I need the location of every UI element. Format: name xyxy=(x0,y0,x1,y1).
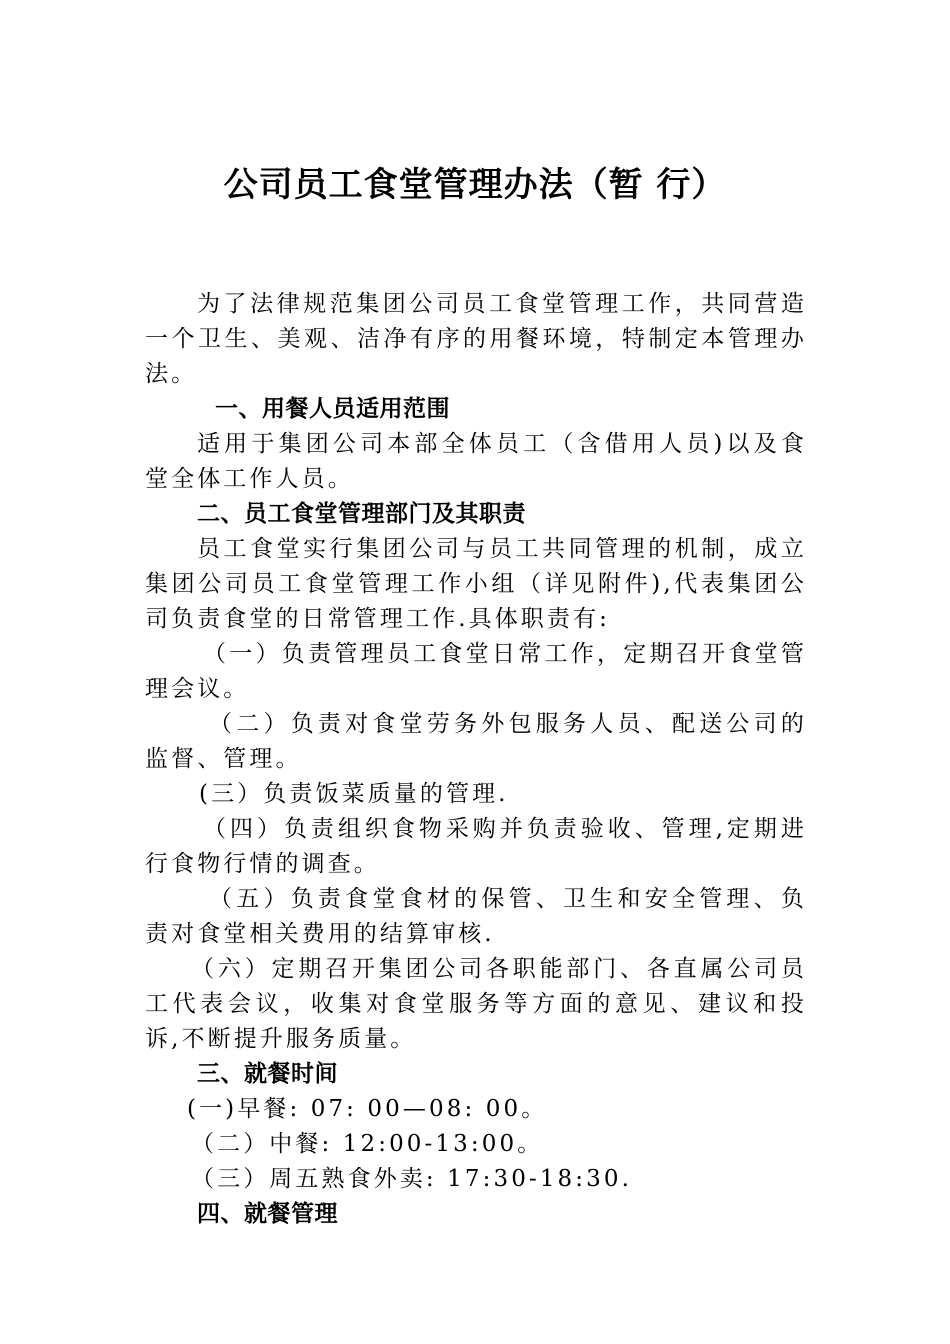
section-2-item-6: （六）定期召开集团公司各职能部门、各直属公司员工代表会议，收集对食堂服务等方面的意见、建议和投诉,不断提升服务质量。 xyxy=(145,956,807,1052)
section-heading-2: 二、员工食堂管理部门及其职责 xyxy=(197,501,526,527)
section-heading-3: 三、就餐时间 xyxy=(197,1061,338,1087)
section-3-item-3: （三）周五熟食外卖: 17:30-18:30. xyxy=(191,1166,633,1192)
section-2-paragraph: 员工食堂实行集团公司与员工共同管理的机制，成立集团公司员工食堂管理工作小组（详见附件),代表集团公司负责食堂的日常管理工作.具体职责有: xyxy=(145,536,807,632)
section-3-item-2: （二）中餐: 12:00-13:00。 xyxy=(191,1131,544,1157)
section-heading-4: 四、就餐管理 xyxy=(197,1201,338,1227)
section-2-item-2: （二）负责对食堂劳务外包服务人员、配送公司的监督、管理。 xyxy=(145,711,807,772)
intro-paragraph: 为了法律规范集团公司员工食堂管理工作，共同营造一个卫生、美观、洁净有序的用餐环境，特制定本管理办法。 xyxy=(145,291,807,387)
document-title: 公司员工食堂管理办法（暂 行） xyxy=(223,165,727,205)
section-2-item-4: （四）负责组织食物采购并负责验收、管理,定期进行食物行情的调查。 xyxy=(145,816,807,877)
section-1-paragraph: 适用于集团公司本部全体员工（含借用人员)以及食堂全体工作人员。 xyxy=(145,431,807,492)
section-3-item-1: (一)早餐: 07: 00—08: 00。 xyxy=(187,1096,548,1122)
document-body xyxy=(145,287,807,1232)
section-heading-1: 一、用餐人员适用范围 xyxy=(215,396,450,422)
section-2-item-1: （一）负责管理员工食堂日常工作，定期召开食堂管理会议。 xyxy=(145,641,807,702)
section-2-item-3: (三）负责饭菜质量的管理. xyxy=(199,781,509,807)
section-2-item-5: （五）负责食堂食材的保管、卫生和安全管理、负责对食堂相关费用的结算审核. xyxy=(145,886,807,947)
